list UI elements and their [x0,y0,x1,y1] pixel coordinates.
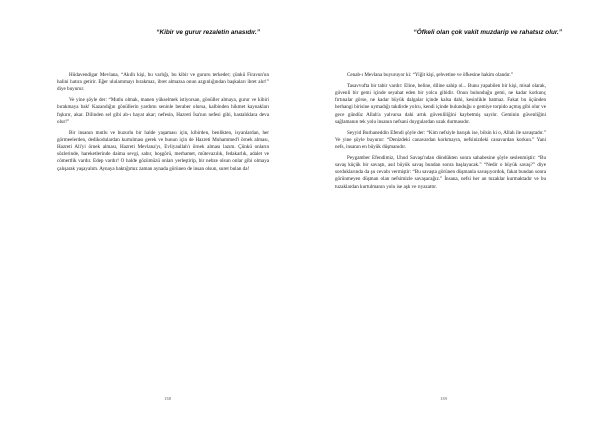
right-paragraph-4: Peygamber Efendimiz, Uhud Savaşı'ndan döndükten sonra sahabesine şöyle seslenmiştir: “Bu savaş küçük bir savaştı, asıl büyük savaş bundan sonra başlayacak.” “Nedir o büyük savaş?” diye sorduklarında da şu cevabı vermiştir: “Bu savaşta görünen düşmanla savaşıyordok, fakat bundan sonra görünmeyen düşman olan nefsimizle savaşacağız.” İnsana, nefsi her an tuzaklar kurmaktadır ve bu tuzaklardan kurtulmanın yolu ise aşk ve rıyazattır. [335,154,546,190]
left-paragraph-1: Hüdavendigar Mevlana, “Akıllı kişi, bu varlığı, bu kibir ve gururu terkeder; çünkü Firavun'un halini hatıra getirir. Eğer ulularnmayı bırakmaz, ibret almazsa onun azgınlığından başkaları ibret alır!” diye buyurur. [57,72,269,93]
right-page-heading: “Öfkeli olan çok vakit muzdarip ve rahatsız olur.” [413,29,562,36]
left-paragraph-3: Bir insanın mutlu ve huzurlu bir halde yaşaması için, kibirden, benlikten, isyanlardan, her görmeelerden, dedikodulardan kurtulması gerek ve bunun için de Hazreti Muhammed'i örnek alması, Hazreti Ali'yi örnek alması, Hazreti Mevlana'yı, Evliyaullah'ı örnek alması lazım. Çünkü onların sözlerinde, hareketlerinde daima sevgi, sabır, hoşgörü, merhamet, mütevazılık, fedakarlık, adalet ve cömertlik vardır. Edep vardır! O halde gözümüzü onları yerleştirip, bir nebze olsun onlar gibi olmaya çalışarak yaşayalım. Aynaya baktığımız zaman aynada görünen de insan olsun, suret bulan da! [57,129,269,172]
left-page-heading: “Kibir ve gurur rezaletin anasıdır.” [156,29,260,36]
right-page-number: 139 [440,396,447,401]
right-page-body [335,72,546,194]
left-paragraph-2: Ve yine şöyle der: “Mutlu olmak, manen yükselmek istiyorsan, gönüller almaya, gurur ve kibiri bırakmaya bak! Kazandığın gönüllerin yardımı seninle beraber olursa, kalbinden hikmet kaynakları fışkırır, akar. Dilinden sel gibi ab-ı hayat akar; nefesin, Hazreti İsa'nın nefesi gibi, hastalıklara deva olur!” [57,97,269,125]
right-paragraph-2: Tasavvufta bir tabir vardır: Eline, beline, diline sahip ol... Bunu yapabilen bir kişi, misal olarak, güvenli bir gemi içinde seyahat eden bir yolcu gibidir. Onun bulunduğu gemi, ne kadar korkunç fırtınalar görse, ne kadar büyük dalgalar içinde kalsa dahi, kesinlikle batmaz. Fakat bu üçünden herhangi birisine uymadığı takdirde yolcu, kendi içinde bulunduğu o gemiye torpido açmış gibi olur ve gece gündüz Allah'a yalvarsa dahi artık güvenliliğini kaybetmiş sayılır. Geminin güvenliğini sağlamanın tek yolu insanın nefsani duygulardan uzak durmasıdır. [335,82,546,125]
right-paragraph-3: Seyyid Burhaneddin Efendi şöyle der: “Kim nefsiyle barışık ise, bilsin ki o, Allah ile savaştadır.” Ve yine şöyle buyurur: “Denizdeki canavardan korkmayın, nefsinizdeki canavardan korkun.” Yani nefs, insanın en büyük düşmanıdır. [335,129,546,151]
left-page-body [57,72,269,176]
right-page [300,0,600,424]
left-page-number: 138 [164,396,171,401]
right-paragraph-1: Cenab-ı Mevlana buyuruyor ki: “Yiğit kişi, şehvetine ve öfkesine hakim olandır.” [347,72,514,78]
